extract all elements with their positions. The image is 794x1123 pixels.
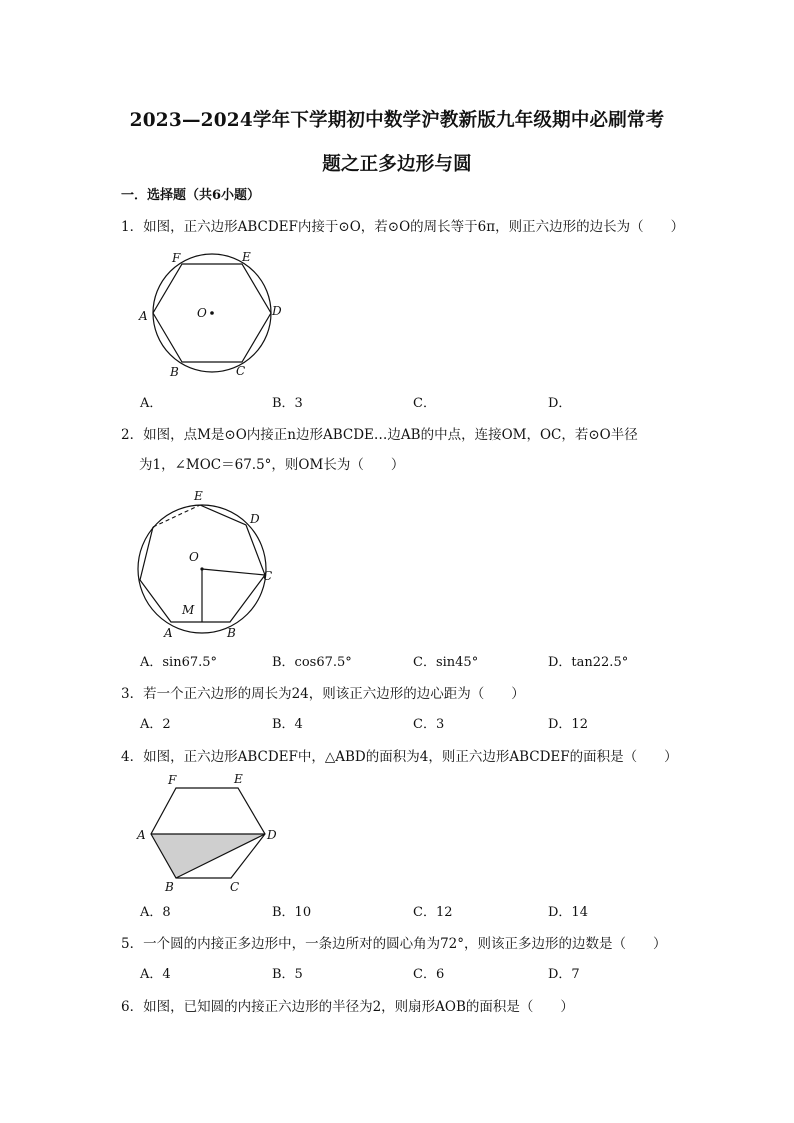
question-4-figure [130,770,290,900]
q2-label-m: M [182,603,195,617]
question-6-stem: 6．如图，已知圆的内接正六边形的半径为2，则扇形AOB的面积是（ ） [121,999,574,1015]
q2-label-b: B [227,626,236,640]
q4-label-b: B [165,880,174,894]
q2-center-dot [200,567,203,570]
q4-label-d: D [267,828,277,842]
q4-option-c[interactable]: C．12 [413,905,453,920]
question-1-stem: 1．如图，正六边形ABCDEF内接于⊙O，若⊙O的周长等于6π，则正六边形的边长为（ ） [121,219,685,235]
q1-label-o: O [197,306,207,320]
q2-label-d: D [250,512,260,526]
question-4-stem: 4．如图，正六边形ABCDEF中，△ABD的面积为4，则正六边形ABCDEF的面积是（ ） [121,749,678,765]
q2-label-a: A [164,626,173,640]
q4-label-f: F [168,773,177,787]
q1-option-b[interactable]: B．3 [272,396,303,411]
q4-label-c: C [230,880,240,894]
question-5-stem: 5．一个圆的内接正多边形中，一条边所对的圆心角为72°，则该正多边形的边数是（ ） [121,936,667,952]
question-2-figure [130,485,290,645]
q4-hexagon [151,788,265,878]
q2-option-a[interactable]: A．sin67.5° [140,655,218,670]
question-2-stem-line2: 为1，∠MOC＝67.5°，则OM长为（ ） [139,457,405,473]
q1-label-a: A [139,309,148,323]
q4-option-d[interactable]: D．14 [548,905,588,920]
q5-option-c[interactable]: C．6 [413,967,445,982]
q5-option-d[interactable]: D．7 [548,967,580,982]
q4-option-a[interactable]: A．8 [140,905,171,920]
q2-dashed-edge [153,505,200,527]
q1-option-d[interactable]: D． [548,396,572,411]
q5-option-a[interactable]: A．4 [140,967,171,982]
section-heading: 一．选择题（共6小题） [121,188,261,203]
q3-option-c[interactable]: C．3 [413,717,445,732]
q3-option-d[interactable]: D．12 [548,717,588,732]
q3-option-a[interactable]: A．2 [140,717,171,732]
q2-segment-oc [202,569,265,575]
document-title-line1: 2023—2024学年下学期初中数学沪教新版九年级期中必刷常考 [129,110,665,131]
q4-label-e: E [234,772,243,786]
question-1-figure [130,245,290,385]
q1-option-a[interactable]: A． [140,396,163,411]
q2-label-e: E [194,489,203,503]
q4-option-b[interactable]: B．10 [272,905,312,920]
q1-label-c: C [236,364,246,378]
q3-option-b[interactable]: B．4 [272,717,303,732]
q1-center-dot [210,311,214,315]
q1-label-f: F [172,251,181,265]
q2-option-d[interactable]: D．tan22.5° [548,655,629,670]
q2-option-b[interactable]: B．cos67.5° [272,655,352,670]
question-3-stem: 3．若一个正六边形的周长为24，则该正六边形的边心距为（ ） [121,686,525,702]
q2-label-o: O [189,550,199,564]
question-2-stem-line1: 2．如图，点M是⊙O内接正n边形ABCDE…边AB的中点，连接OM，OC，若⊙O半径 [121,427,638,443]
q1-label-d: D [272,304,282,318]
q1-option-c[interactable]: C． [413,396,436,411]
q4-label-a: A [137,828,146,842]
q5-option-b[interactable]: B．5 [272,967,303,982]
q1-label-b: B [170,365,179,379]
q2-label-c: C [263,569,273,583]
q2-option-c[interactable]: C．sin45° [413,655,479,670]
q1-label-e: E [242,250,251,264]
document-title-line2: 题之正多边形与圆 [322,154,472,175]
